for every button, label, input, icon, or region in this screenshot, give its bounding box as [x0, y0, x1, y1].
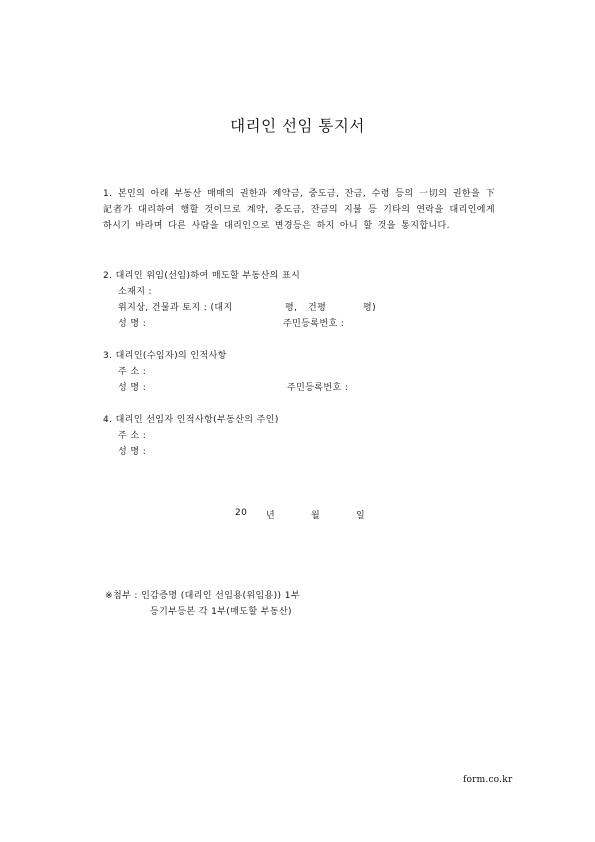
attachment-line-2: 등기부등본 각 1부(매도할 부동산): [150, 607, 292, 617]
date-year-label: 년: [266, 511, 276, 521]
building-area-label: 건평: [308, 303, 327, 313]
section-2-heading: 2. 대리인 위임(선임)하여 매도할 부동산의 표시: [103, 271, 301, 281]
footer-site-text: form.co.kr: [463, 775, 513, 785]
section-1-paragraph: 1. 본인의 아래 부동산 매매의 권한과 계약금, 중도금, 잔금, 수령 등의 一切의 권한을 下記者가 대리하여 행할 것이므로 계약, 중도금, 잔금의 지불 등 기타의 연락을 대리인에게 하시기 바라며 다른 사람을 대리인으로 변경등은 하지 아니 할 것을 통지합니다.: [103, 189, 495, 232]
date-year-prefix: 20: [235, 508, 248, 518]
section-2-name-label: 성 명 :: [118, 319, 147, 329]
section-3-rrn-label: 주민등록번호 :: [287, 383, 349, 393]
attachment-line-1: ※첨부 : 인감증명 (대리인 선임용(위임용)) 1부: [105, 591, 300, 601]
section-2-rrn-label: 주민등록번호 :: [283, 319, 345, 329]
date-month-label: 월: [311, 511, 321, 521]
location-label: 소재지 :: [118, 287, 152, 297]
pyeong-unit-2: 평): [363, 303, 377, 313]
section-4-address-label: 주 소 :: [118, 431, 147, 441]
document-title: 대리인 선임 통지서: [230, 117, 365, 135]
section-3-address-label: 주 소 :: [118, 367, 147, 377]
section-3-heading: 3. 대리인(수임자)의 인적사항: [103, 351, 227, 361]
section-3-name-label: 성 명 :: [118, 383, 147, 393]
land-building-label: 위지상, 건물과 토지 : (대지: [118, 303, 233, 313]
date-day-label: 일: [356, 511, 366, 521]
section-4-heading: 4. 대리인 선임자 인적사항(부동산의 주인): [103, 415, 279, 425]
pyeong-unit-1: 평,: [285, 303, 298, 313]
section-4-name-label: 성 명 :: [118, 447, 147, 457]
